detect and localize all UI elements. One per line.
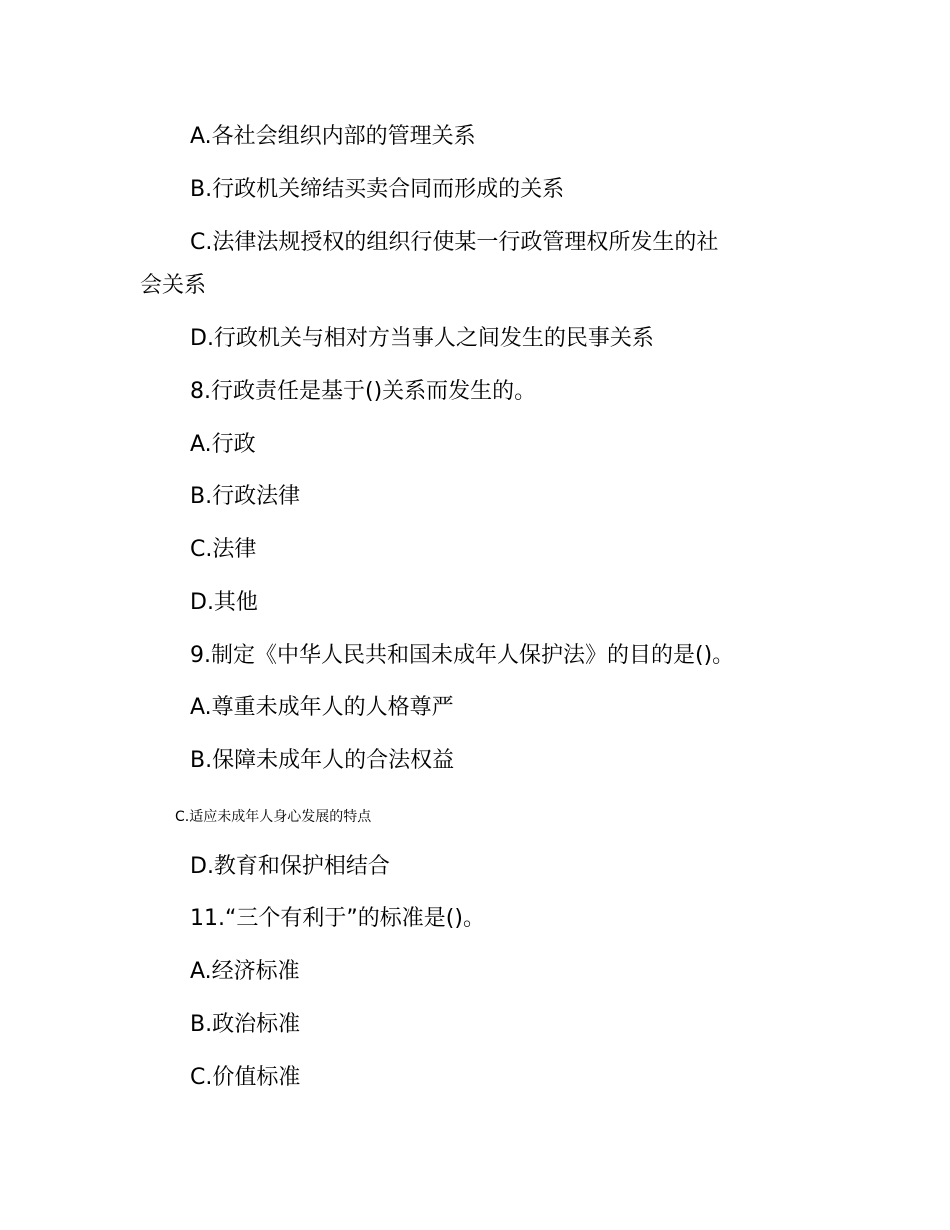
option-line: B.政治标准 [190, 1012, 301, 1037]
question-line: 11.“三个有利于”的标准是()。 [190, 906, 485, 931]
option-line: D.教育和保护相结合 [190, 854, 390, 879]
option-line: B.保障未成年人的合法权益 [190, 748, 455, 773]
option-line-small: C.适应未成年人身心发展的特点 [175, 809, 372, 825]
option-line: B.行政法律 [190, 484, 301, 509]
question-line: 8.行政责任是基于()关系而发生的。 [190, 379, 537, 404]
option-line: A.尊重未成年人的人格尊严 [190, 695, 454, 720]
option-line: C.法律法规授权的组织行使某一行政管理权所发生的社 [190, 230, 719, 255]
option-line: B.行政机关缔结买卖合同而形成的关系 [190, 177, 565, 202]
option-line: D.其他 [190, 590, 258, 615]
option-line: C.法律 [190, 537, 257, 562]
option-line: C.价值标准 [190, 1065, 301, 1090]
option-line: D.行政机关与相对方当事人之间发生的民事关系 [190, 326, 654, 351]
option-line: A.各社会组织内部的管理关系 [190, 124, 476, 149]
option-line: A.行政 [190, 432, 256, 457]
question-line: 9.制定《中华人民共和国未成年人保护法》的目的是()。 [190, 643, 735, 668]
option-line: A.经济标准 [190, 959, 300, 984]
option-line-continuation: 会关系 [140, 273, 207, 298]
